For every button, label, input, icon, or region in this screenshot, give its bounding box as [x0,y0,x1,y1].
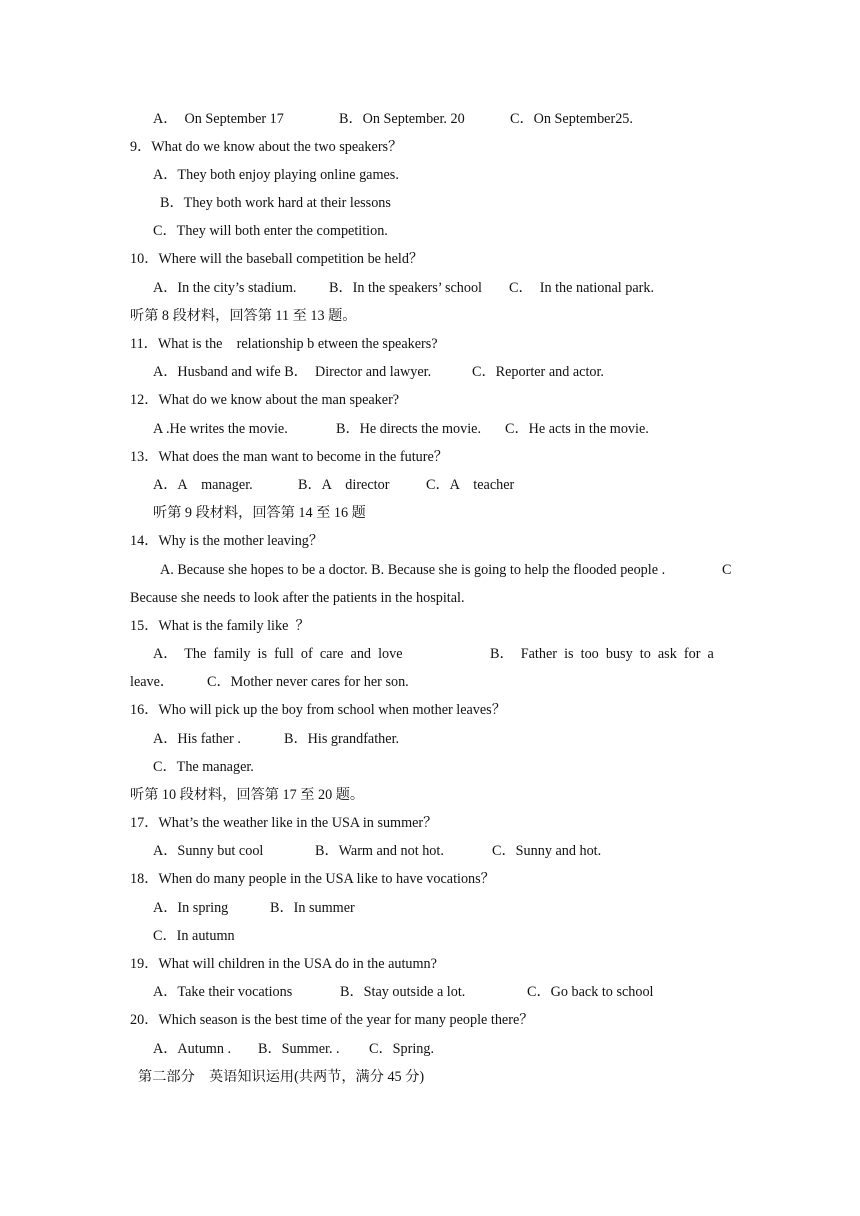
option-c: C．They will both enter the competition. [153,223,388,239]
option-b: B． Father is too busy to ask for a [490,646,714,662]
option-a: A .He writes the movie. [153,421,288,437]
option-c: C．Mother never cares for her son. [207,674,409,690]
option-a: A． On September 17 [153,111,284,127]
option-c: C．Spring. [369,1041,435,1057]
option-a: A．They both enjoy playing online games. [153,167,399,183]
question-15: 15．What is the family like ？ [130,618,310,634]
section-instruction: 听第 9 段材料，回答第 14 至 16 题 [153,505,366,521]
option-c: C．Sunny and hot. [492,843,602,859]
option-row-q8 [153,110,753,128]
section-instruction: 听第 8 段材料，回答第 11 至 13 题。 [130,308,357,324]
question-12: 12．What do we know about the man speaker? [130,392,400,408]
option-b-continued: leave． [130,674,175,690]
option-row-q10 [153,279,753,297]
question-10: 10．Where will the baseball competition be held？ [130,251,424,267]
question-18: 18．When do many people in the USA like to have vocations？ [130,871,495,887]
section-instruction: 听第 10 段材料，回答第 17 至 20 题。 [130,787,365,803]
option-b: B．Stay outside a lot. [340,984,466,1000]
option-a-b: A．Husband and wife B． Director and lawyer. [153,364,432,380]
question-9: 9．What do we know about the two speakers？ [130,139,403,155]
option-c: C．He acts in the movie. [505,421,649,437]
option-b: B．In summer [270,900,355,916]
option-c: C．A teacher [426,477,515,493]
option-c: C．The manager. [153,759,254,775]
option-c: C． In the national park. [509,280,654,296]
question-19: 19．What will children in the USA do in the autumn? [130,956,437,972]
option-row-q12 [153,420,753,438]
option-a: A．Sunny but cool [153,843,264,859]
question-16: 16．Who will pick up the boy from school when mother leaves？ [130,702,506,718]
option-a: A．His father . [153,731,241,747]
question-11: 11．What is the relationship b etween the speakers? [130,336,438,352]
option-c: C．Reporter and actor. [472,364,604,380]
option-b: B．Summer. . [258,1041,340,1057]
option-c: C．On September25. [510,111,633,127]
option-a: A．Take their vocations [153,984,293,1000]
option-row-q15 [153,645,743,663]
option-a: A．In the city’s stadium. [153,280,297,296]
option-b: B．They both work hard at their lessons [160,195,391,211]
option-a: A．In spring [153,900,229,916]
option-b: B．His grandfather. [284,731,400,747]
option-b: B．In the speakers’ school [329,280,482,296]
option-row-q13 [153,476,753,494]
option-row-q17 [153,842,753,860]
option-row-q16 [153,730,753,748]
option-a: A． The family is full of care and love [153,646,403,662]
part-two-heading: 第二部分 英语知识运用(共两节，满分 45 分) [138,1069,425,1085]
option-b: B．He directs the movie. [336,421,481,437]
option-row-q19 [153,983,753,1001]
option-b: B．A director [298,477,390,493]
option-b: B．Warm and not hot. [315,843,444,859]
option-a: A．A manager. [153,477,253,493]
option-c-letter: C [722,562,732,578]
option-c: C．In autumn [153,928,235,944]
option-a-b: A. Because she hopes to be a doctor. B. Because she is going to help the flooded people . [160,562,666,578]
option-row-q18 [153,899,753,917]
option-row-q11 [153,363,753,381]
option-a: A．Autumn . [153,1041,232,1057]
option-b: B．On September. 20 [339,111,465,127]
question-20: 20．Which season is the best time of the year for many people there？ [130,1012,534,1028]
option-row-q14 [160,561,740,579]
option-c-continued: Because she needs to look after the patients in the hospital. [130,590,465,606]
question-14: 14．Why is the mother leaving？ [130,533,324,549]
option-c: C．Go back to school [527,984,654,1000]
question-13: 13．What does the man want to become in the future？ [130,449,448,465]
question-17: 17．What’s the weather like in the USA in summer？ [130,815,438,831]
option-row-q15-cont [130,673,730,691]
option-row-q20 [153,1040,753,1058]
